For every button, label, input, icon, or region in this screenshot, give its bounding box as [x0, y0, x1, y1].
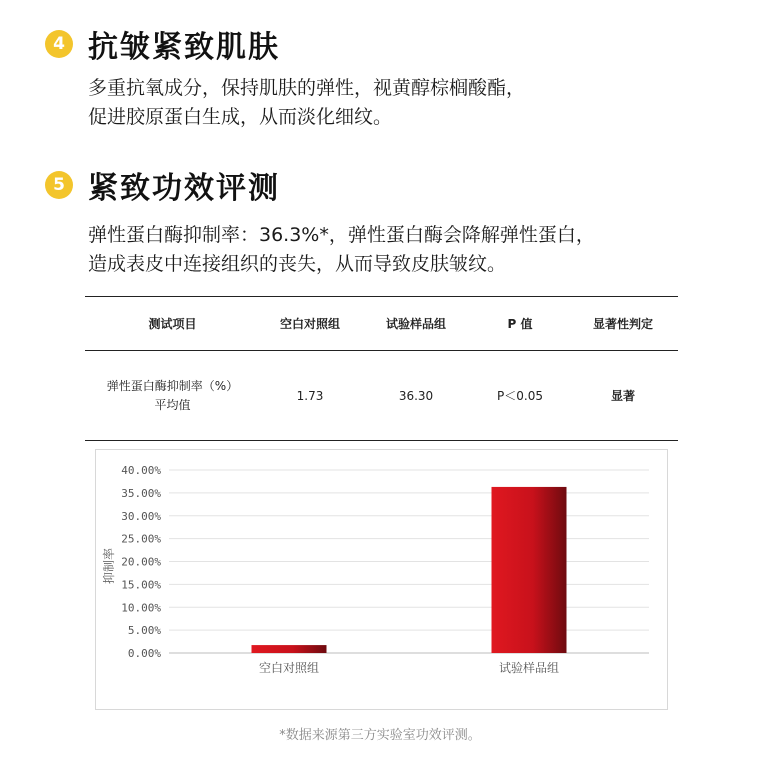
table-header-row	[85, 297, 678, 350]
footnote: *数据来源第三方实验室功效评测。	[279, 728, 481, 743]
y-tick-label: 40.00%	[121, 464, 161, 477]
section-description	[88, 221, 760, 279]
y-tick-label: 30.00%	[121, 509, 161, 523]
table-row	[85, 351, 678, 440]
bar-1	[492, 487, 567, 653]
bar-chart	[95, 449, 668, 710]
description-line: 多重抗氧成分，保持肌肤的弹性，视黄醇棕榈酸酯，	[88, 77, 526, 99]
section-title: 紧致功效评测	[88, 171, 280, 206]
header-significance: 显著性判定	[592, 317, 653, 331]
cell-significance: 显著	[610, 389, 635, 403]
section-header	[0, 163, 760, 207]
header-sample-group: 试验样品组	[385, 317, 446, 331]
y-tick-label: 25.00%	[121, 532, 161, 546]
results-table	[85, 296, 678, 441]
bar-0	[252, 645, 327, 653]
description-line: 造成表皮中连接组织的丧失，从而导致皮肤皱纹。	[88, 253, 507, 275]
y-tick-label: 10.00%	[121, 601, 161, 615]
y-tick-label: 0.00%	[127, 647, 161, 660]
y-tick-label: 20.00%	[121, 555, 161, 569]
description-line: 弹性蛋白酶抑制率：36.3%*，弹性蛋白酶会降解弹性蛋白，	[88, 224, 595, 246]
description-line: 促进胶原蛋白生成，从而淡化细纹。	[88, 106, 393, 128]
x-category-label: 空白对照组	[258, 661, 320, 675]
x-category-label: 试验样品组	[498, 661, 560, 675]
header-test-item: 测试项目	[148, 317, 197, 331]
y-tick-label: 15.00%	[121, 578, 161, 592]
table-bottom-rule	[85, 440, 678, 441]
section-number-badge: 5	[45, 171, 73, 199]
section-description	[88, 74, 760, 132]
cell-blank-value: 1.73	[296, 388, 324, 403]
chart-svg	[96, 450, 669, 711]
header-blank-group: 空白对照组	[279, 317, 340, 331]
section-header	[0, 22, 760, 66]
y-axis-label: 抑制率	[102, 547, 116, 585]
cell-p-value: P＜0.05	[497, 389, 543, 403]
cell-sample-value: 36.30	[398, 388, 434, 403]
section-anti-wrinkle	[0, 22, 760, 132]
header-p-value: P 值	[507, 317, 533, 331]
section-firming-test	[0, 163, 760, 279]
row-label-line: 平均值	[154, 397, 191, 412]
section-title: 抗皱紧致肌肤	[88, 30, 280, 65]
section-number-badge: 4	[45, 30, 73, 58]
row-label	[85, 377, 260, 415]
row-label-line: 弹性蛋白酶抑制率（%）	[106, 378, 239, 393]
y-tick-label: 5.00%	[127, 624, 161, 638]
y-tick-label: 35.00%	[121, 486, 161, 500]
